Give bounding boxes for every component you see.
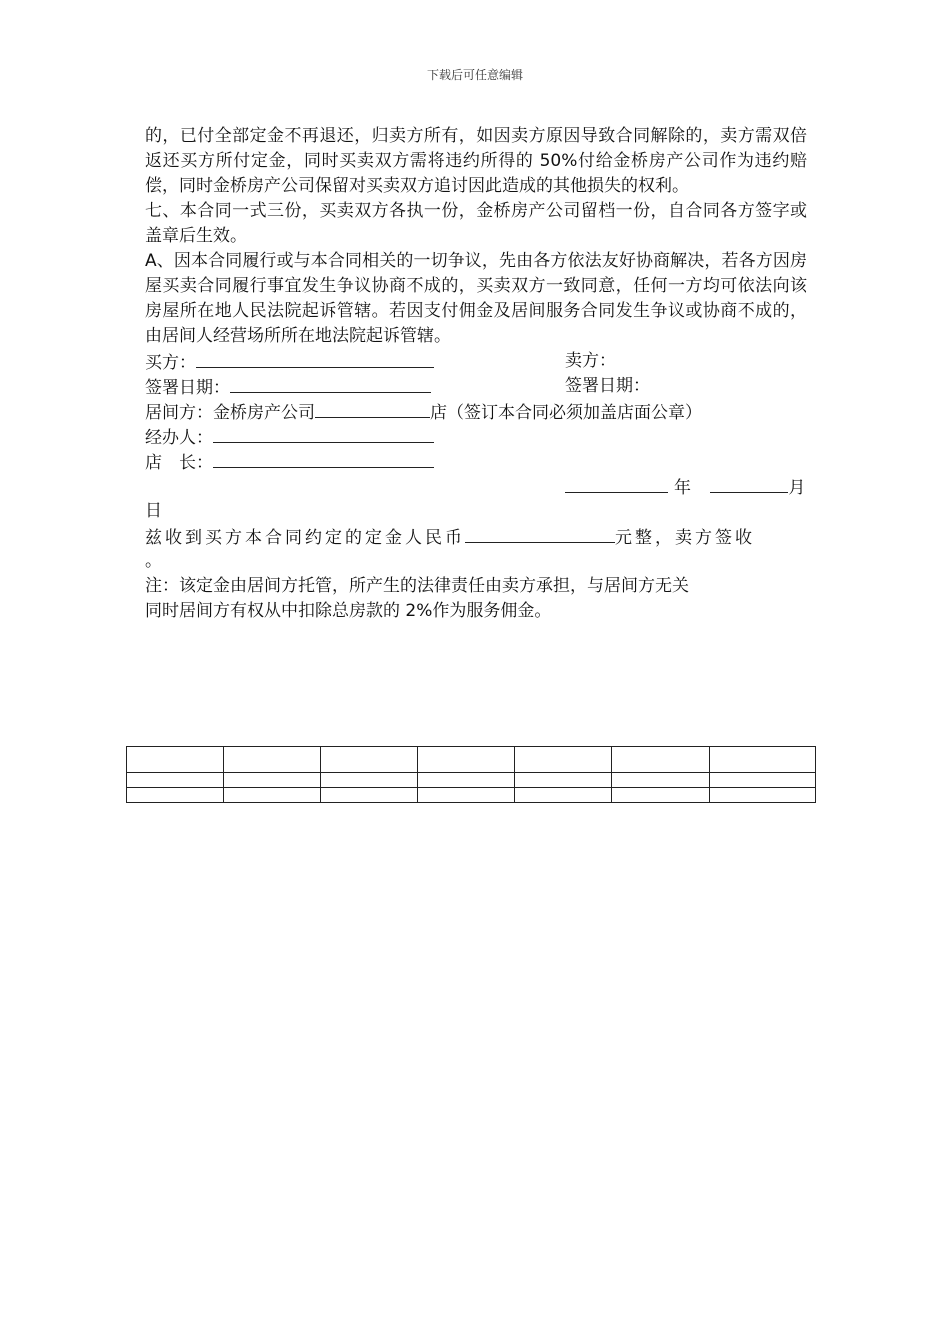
agent-row (145, 399, 807, 424)
buyer-label: 买方： (145, 353, 196, 373)
table-cell (515, 773, 612, 788)
day-row (145, 499, 807, 524)
table-cell (224, 747, 321, 773)
table-cell (710, 773, 816, 788)
table-row (127, 773, 816, 788)
day-label: 日 (145, 501, 162, 521)
manager-row (145, 449, 807, 474)
manager-label: 店 长： (145, 453, 213, 473)
receipt-end-row (145, 549, 807, 574)
handler-label: 经办人： (145, 428, 213, 448)
month-label: 月 (788, 478, 806, 498)
blank-table-container (126, 746, 816, 803)
buyer-sign-date-field[interactable] (230, 374, 431, 393)
page-header: 下载后可任意编辑 (426, 68, 523, 82)
receipt-end: 。 (145, 551, 162, 571)
table-row (127, 788, 816, 803)
month-field[interactable] (710, 474, 788, 493)
sign-date-row (145, 374, 807, 399)
table-cell (127, 773, 224, 788)
table-cell (612, 747, 710, 773)
table-cell (224, 773, 321, 788)
receipt-row (145, 524, 807, 549)
sign-date-label-left: 签署日期： (145, 378, 230, 398)
table-cell (612, 773, 710, 788)
table-cell (710, 747, 816, 773)
paragraph-disputes: A、因本合同履行或与本合同相关的一切争议，先由各方依法友好协商解决，若各方因房屋买卖合同履行事宜发生争议协商不成的，买卖双方一致同意，任何一方均可依法向该房屋所在地人民法院起诉管辖。若因支付佣金及居间服务合同发生争议或协商不成的，由居间人经营场所所在地法院起诉管辖。 (145, 251, 807, 346)
table-cell (418, 773, 515, 788)
buyer-signature-field[interactable] (196, 349, 434, 368)
agent-suffix: 店（签订本合同必须加盖店面公章） (430, 403, 702, 423)
buyer-seller-row (145, 349, 807, 374)
table-cell (127, 747, 224, 773)
note-text-2: 同时居间方有权从中扣除总房款的 2%作为服务佣金。 (145, 601, 552, 621)
table-cell (321, 773, 418, 788)
year-label: 年 (674, 478, 691, 498)
agent-label: 居间方：金桥房产公司 (145, 403, 315, 423)
sign-date-label-right: 签署日期： (565, 376, 650, 396)
table-cell (224, 788, 321, 803)
blank-table (126, 746, 816, 803)
table-cell (515, 747, 612, 773)
receipt-suffix: 元整，卖方签收 (615, 528, 755, 548)
deposit-amount-field[interactable] (465, 524, 615, 543)
table-cell (127, 788, 224, 803)
manager-signature-field[interactable] (213, 449, 434, 468)
handler-row (145, 424, 807, 449)
table-cell (321, 747, 418, 773)
paragraph-copies: 七、本合同一式三份，买卖双方各执一份，金桥房产公司留档一份，自合同各方签字或盖章后生效。 (145, 201, 807, 246)
table-cell (321, 788, 418, 803)
table-cell (515, 788, 612, 803)
document-body (145, 124, 807, 624)
year-field[interactable] (565, 474, 668, 493)
table-cell (418, 788, 515, 803)
table-row (127, 747, 816, 773)
paragraph-deposit-terms: 的，已付全部定金不再退还，归卖方所有，如因卖方原因导致合同解除的，卖方需双倍返还买方所付定金，同时买卖双方需将违约所得的 50%付给金桥房产公司作为违约赔偿，同时金桥房产公司保留对买卖双方追讨因此造成的其他损失的权利。 (145, 126, 807, 196)
agent-store-field[interactable] (315, 399, 430, 418)
note-line-2 (145, 599, 807, 624)
table-cell (710, 788, 816, 803)
seller-label: 卖方： (565, 351, 616, 371)
date-row (145, 474, 807, 499)
note-line-1 (145, 574, 807, 599)
note-text-1: 注：该定金由居间方托管，所产生的法律责任由卖方承担，与居间方无关 (145, 576, 689, 596)
receipt-prefix: 兹收到买方本合同约定的定金人民币 (145, 528, 465, 548)
table-cell (612, 788, 710, 803)
handler-signature-field[interactable] (213, 424, 434, 443)
table-cell (418, 747, 515, 773)
